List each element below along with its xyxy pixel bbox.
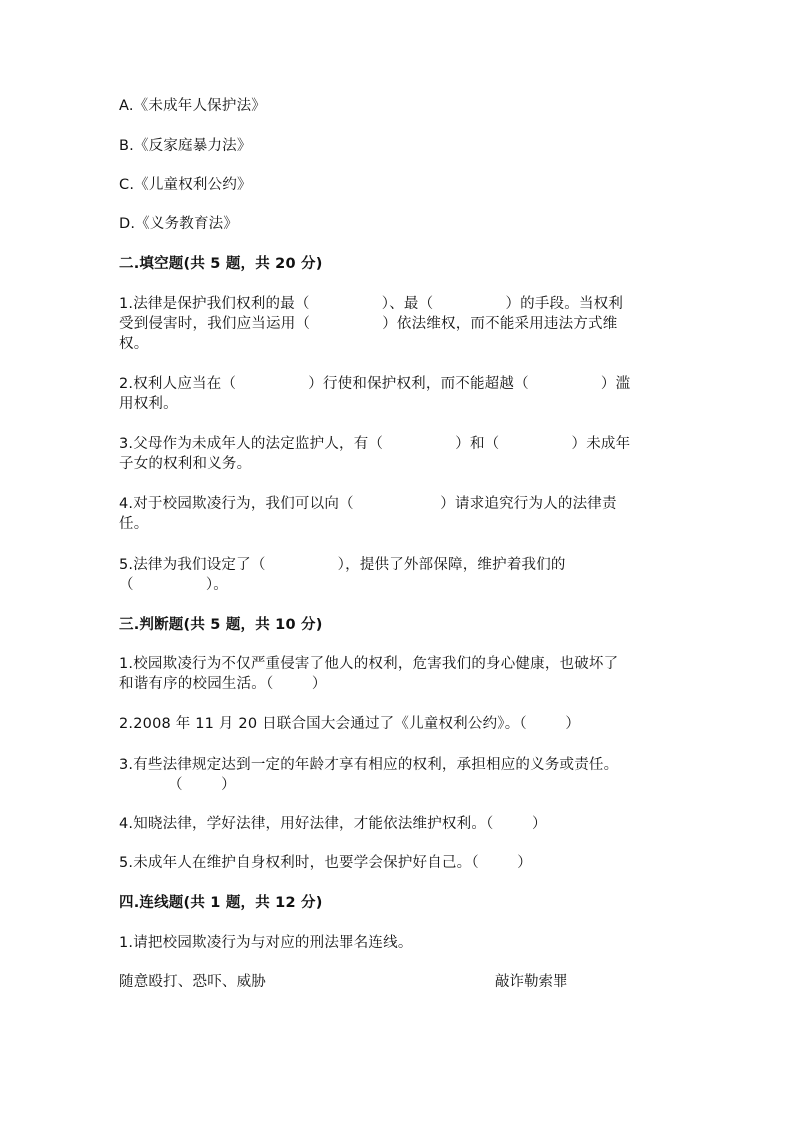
option-a: A.《未成年人保护法》 bbox=[119, 98, 266, 114]
section3-title: 三.判断题(共 5 题，共 10 分) bbox=[119, 617, 323, 633]
fill-q3-line1: 3.父母作为未成年人的法定监护人，有（ ）和（ ）未成年 bbox=[119, 436, 631, 452]
match-right-item: 敲诈勒索罪 bbox=[495, 974, 568, 990]
option-d: D.《义务教育法》 bbox=[119, 216, 239, 232]
judge-q1-line2: 和谐有序的校园生活。（ ） bbox=[119, 676, 327, 692]
fill-q2-line2: 用权利。 bbox=[119, 396, 178, 412]
judge-q4: 4.知晓法律，学好法律，用好法律，才能依法维护权利。（ ） bbox=[119, 816, 547, 832]
fill-q3-line2: 子女的权利和义务。 bbox=[119, 456, 252, 472]
match-left-item: 随意殴打、恐吓、威胁 bbox=[119, 974, 266, 990]
judge-q3-line2: （ ） bbox=[168, 777, 236, 793]
fill-q5-line2: （ ）。 bbox=[119, 577, 228, 593]
fill-q1-line2: 受到侵害时，我们应当运用（ ）依法维权，而不能采用违法方式维 bbox=[119, 316, 618, 332]
section2-title: 二.填空题(共 5 题，共 20 分) bbox=[119, 256, 323, 272]
fill-q1-line3: 权。 bbox=[119, 336, 149, 352]
judge-q1-line1: 1.校园欺凌行为不仅严重侵害了他人的权利，危害我们的身心健康，也破坏了 bbox=[119, 656, 619, 672]
fill-q5-line1: 5.法律为我们设定了（ ），提供了外部保障，维护着我们的 bbox=[119, 557, 566, 573]
fill-q1-line1: 1.法律是保护我们权利的最（ ）、最（ ）的手段。当权利 bbox=[119, 296, 624, 312]
fill-q4-line1: 4.对于校园欺凌行为，我们可以向（ ）请求追究行为人的法律责 bbox=[119, 496, 617, 512]
option-c: C.《儿童权利公约》 bbox=[119, 177, 252, 193]
judge-q5: 5.未成年人在维护自身权利时，也要学会保护好自己。（ ） bbox=[119, 855, 532, 871]
match-q1: 1.请把校园欺凌行为与对应的刑法罪名连线。 bbox=[119, 935, 413, 951]
section4-title: 四.连线题(共 1 题，共 12 分) bbox=[119, 895, 323, 911]
judge-q2: 2.2008 年 11 月 20 日联合国大会通过了《儿童权利公约》。（ ） bbox=[119, 716, 581, 732]
judge-q3-line1: 3.有些法律规定达到一定的年龄才享有相应的权利，承担相应的义务或责任。 bbox=[119, 757, 619, 773]
fill-q4-line2: 任。 bbox=[119, 516, 149, 532]
option-b: B.《反家庭暴力法》 bbox=[119, 138, 252, 154]
fill-q2-line1: 2.权利人应当在（ ）行使和保护权利，而不能超越（ ）滥 bbox=[119, 376, 631, 392]
